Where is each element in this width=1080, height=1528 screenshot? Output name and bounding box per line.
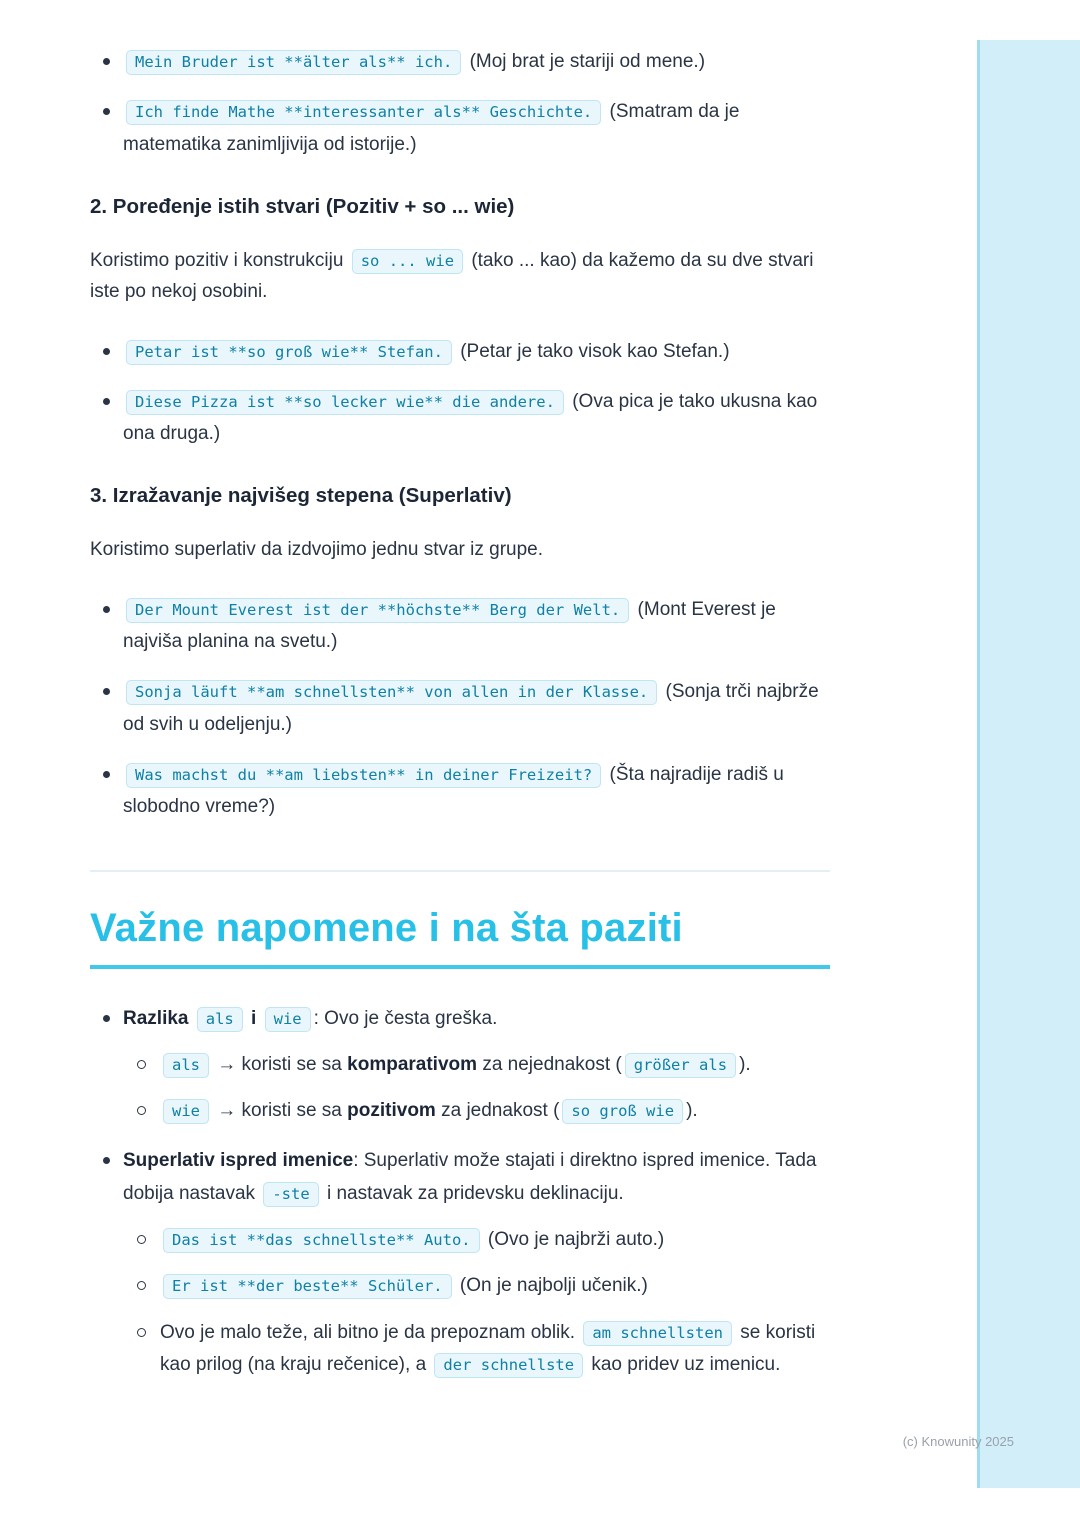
- bold-text: Razlika: [123, 1007, 189, 1029]
- code-chip: Ich finde Mathe **interessanter als** Geschichte.: [126, 100, 601, 125]
- body-text: i nastavak za pridevsku deklinaciju.: [326, 1182, 624, 1204]
- section3-intro-paragraph: [90, 534, 830, 565]
- list-item: [123, 46, 830, 78]
- razlika-sublist: [123, 1049, 830, 1128]
- bold-text: Superlativ ispred imenice: [123, 1150, 354, 1172]
- code-chip: größer als: [625, 1053, 736, 1078]
- code-chip: Diese Pizza ist **so lecker wie** die andere.: [126, 390, 564, 415]
- section-divider: [90, 870, 830, 872]
- translation-text: (Moj brat je stariji od mene.): [469, 51, 706, 72]
- copyright-note: (c) Knowunity 2025: [902, 1434, 1014, 1449]
- list-item: [123, 386, 830, 451]
- notes-page-title: Važne napomene i na šta paziti: [90, 905, 683, 950]
- sub-item-wie: [160, 1095, 830, 1127]
- body-text: Ovo je malo teže, ali bitno je da prepoznam oblik.: [160, 1321, 576, 1343]
- code-chip: Sonja läuft **am schnellsten** von allen in der Klasse.: [126, 680, 657, 705]
- translation-text: (Sonja trči najbrže od svih u odeljenju.): [123, 681, 819, 735]
- page-edge-stripe: [977, 40, 1080, 1488]
- title-underline: [90, 965, 830, 969]
- code-chip: am schnellsten: [583, 1321, 732, 1346]
- bold-text: komparativom: [347, 1053, 478, 1075]
- sub-item-als: [160, 1049, 830, 1081]
- list-item: [123, 96, 830, 161]
- superlativ-sublist: [123, 1224, 830, 1381]
- list-item: [123, 594, 830, 659]
- body-text: ).: [739, 1053, 751, 1075]
- code-chip: als: [163, 1053, 209, 1078]
- body-text: za jednakost (: [441, 1100, 560, 1122]
- sub-item-example: [160, 1270, 830, 1302]
- code-chip: wie: [265, 1007, 311, 1032]
- translation-text: (On je najbolji učenik.): [459, 1275, 648, 1297]
- code-chip: wie: [163, 1099, 209, 1124]
- positive-examples-list: [90, 336, 830, 451]
- list-item: [123, 676, 830, 741]
- note-item-superlativ: [123, 1145, 830, 1381]
- superlative-examples-list: [90, 594, 830, 824]
- translation-text: (Ova pica je tako ukusna kao ona druga.): [123, 390, 818, 445]
- section-heading-3: 3. Izražavanje najvišeg stepena (Superlativ): [90, 484, 512, 508]
- notes-list: [90, 1003, 830, 1382]
- section2-intro-paragraph: [90, 245, 830, 308]
- code-chip: als: [197, 1007, 243, 1032]
- code-chip: Er ist **der beste** Schüler.: [163, 1274, 452, 1299]
- code-chip: Das ist **das schnellste** Auto.: [163, 1228, 480, 1253]
- code-chip: Mein Bruder ist **älter als** ich.: [126, 50, 461, 75]
- code-chip: Was machst du **am liebsten** in deiner Freizeit?: [126, 763, 601, 788]
- translation-text: (Ovo je najbrži auto.): [487, 1229, 665, 1251]
- code-chip: Der Mount Everest ist der **höchste** Berg der Welt.: [126, 598, 629, 623]
- code-chip: Petar ist **so groß wie** Stefan.: [126, 340, 452, 365]
- note-item-razlika: [123, 1003, 830, 1128]
- bold-text: i: [251, 1007, 257, 1029]
- code-chip: so groß wie: [562, 1099, 683, 1124]
- body-text: : Ovo je česta greška.: [313, 1007, 498, 1029]
- body-text: : Superlativ može stajati i direktno ispred imenice. Tada dobija nastavak: [123, 1150, 817, 1204]
- code-chip: so ... wie: [352, 249, 463, 274]
- body-text: → koristi se sa: [217, 1053, 342, 1075]
- translation-text: (Smatram da je matematika zanimljivija od istorije.): [123, 101, 740, 155]
- translation-text: (Petar je tako visok kao Stefan.): [460, 340, 730, 362]
- body-text: ).: [686, 1100, 698, 1122]
- body-text: za nejednakost (: [482, 1053, 622, 1075]
- comparative-examples-list: [90, 46, 830, 161]
- body-text: se koristi kao prilog (na kraju rečenice), a: [160, 1321, 816, 1375]
- body-text: kao pridev uz imenicu.: [591, 1353, 781, 1375]
- translation-text: (Šta najradije radiš u slobodno vreme?): [123, 764, 784, 818]
- code-chip: -ste: [263, 1182, 318, 1207]
- code-chip: der schnellste: [434, 1353, 583, 1378]
- translation-text: (Mont Everest je najviša planina na svetu.): [123, 598, 776, 653]
- sub-item-example: [160, 1224, 830, 1256]
- body-text: → koristi se sa: [217, 1100, 342, 1122]
- bold-text: pozitivom: [347, 1100, 436, 1122]
- list-item: [123, 336, 830, 368]
- section-heading-2: 2. Poređenje istih stvari (Pozitiv + so ... wie): [90, 194, 515, 218]
- body-text: Koristimo pozitiv i konstrukciju: [90, 249, 344, 271]
- sub-item-note: [160, 1317, 830, 1382]
- body-text: (tako ... kao) da kažemo da su dve stvari iste po nekoj osobini.: [90, 249, 814, 303]
- list-item: [123, 759, 830, 824]
- body-text: Koristimo superlativ da izdvojimo jednu stvar iz grupe.: [90, 539, 544, 561]
